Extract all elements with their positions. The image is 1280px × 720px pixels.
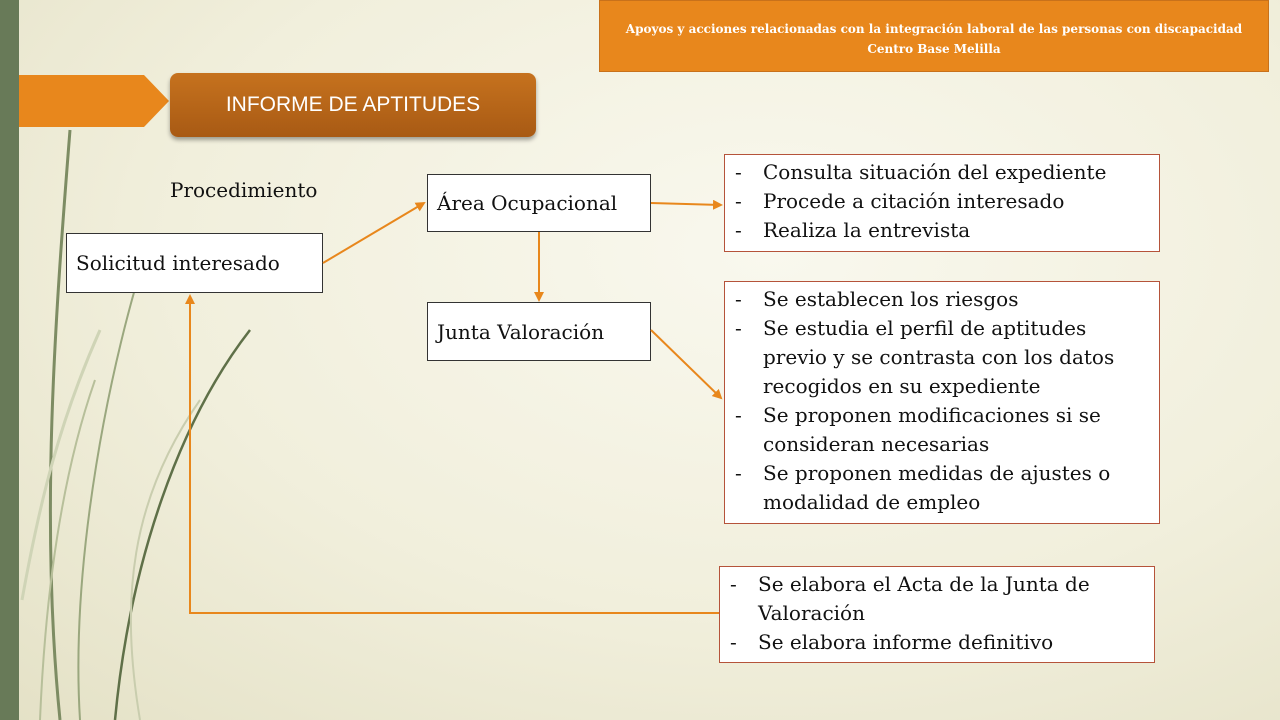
arrow-solicitud-to-area bbox=[323, 203, 424, 263]
final-action-item: - Se elabora informe definitivo bbox=[728, 628, 1146, 657]
slide-title: INFORME DE APTITUDES bbox=[170, 73, 536, 137]
area-action-item: - Realiza la entrevista bbox=[733, 216, 1151, 245]
arrow-final-to-solicitud bbox=[190, 296, 719, 613]
junta-action-item: - Se proponen medidas de ajustes o modalidad de empleo bbox=[733, 459, 1151, 517]
area-action-item: - Procede a citación interesado bbox=[733, 187, 1151, 216]
junta-action-item: - Se estudia el perfil de aptitudes previo y se contrasta con los datos recogidos en su expediente bbox=[733, 314, 1151, 401]
junta-action-item: - Se establecen los riesgos bbox=[733, 285, 1151, 314]
node-area-label: Área Ocupacional bbox=[437, 191, 618, 215]
final-action-item: - Se elabora el Acta de la Junta de Valoración bbox=[728, 570, 1146, 628]
header-line-1: Apoyos y acciones relacionadas con la integración laboral de las personas con discapacidad bbox=[625, 22, 1243, 36]
junta-action-item: - Se proponen modificaciones si se consideran necesarias bbox=[733, 401, 1151, 459]
header-line-2: Centro Base Melilla bbox=[867, 42, 1001, 56]
arrow-junta-to-actions bbox=[651, 330, 721, 398]
node-junta-label: Junta Valoración bbox=[437, 319, 605, 344]
arrow-area-to-actions bbox=[651, 203, 721, 205]
procedure-label: Procedimiento bbox=[170, 178, 318, 202]
node-solicitud-label: Solicitud interesado bbox=[76, 251, 280, 275]
area-action-item: - Consulta situación del expediente bbox=[733, 158, 1151, 187]
